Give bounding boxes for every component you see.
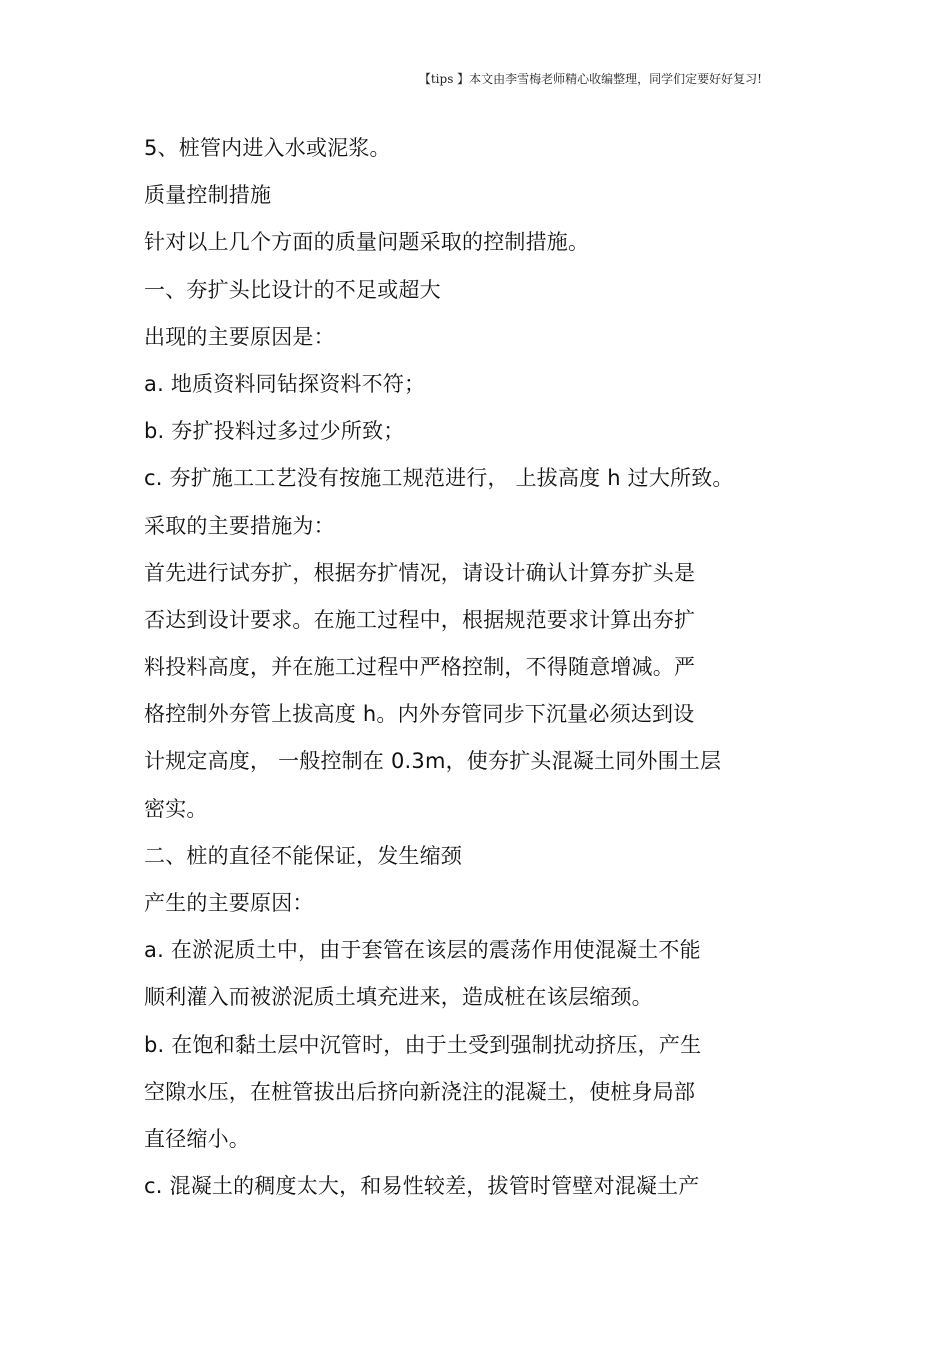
list-item: a. 地质资料同钻探资料不符； (144, 371, 426, 396)
list-item: c. 混凝土的稠度太大，和易性较差，拔管时管壁对混凝土产 (144, 1174, 700, 1199)
section-heading: 一、夯扩头比设计的不足或超大 (144, 277, 441, 302)
header-tips-note: 【tips 】本文由李雪梅老师精心收编整理，同学们定要好好复习! (418, 72, 762, 86)
text-line: 针对以上几个方面的质量问题采取的控制措施。 (144, 230, 590, 255)
section-heading: 二、桩的直径不能保证，发生缩颈 (144, 843, 462, 868)
text-line: 采取的主要措施为： (144, 513, 335, 538)
list-item: c. 夯扩施工工艺没有按施工规范进行， 上拔高度 h 过大所致。 (144, 466, 734, 491)
paragraph-line: 顺利灌入而被淤泥质土填充进来，造成桩在该层缩颈。 (144, 985, 653, 1010)
paragraph-line: 计规定高度， 一般控制在 0.3m，使夯扩头混凝土同外围土层 (144, 749, 722, 774)
paragraph-line: 格控制外夯管上拔高度 h。内外夯管同步下沉量必须达到设 (144, 702, 695, 727)
paragraph-line: 直径缩小。 (144, 1126, 250, 1151)
text-line: 5、桩管内进入水或泥浆。 (144, 136, 391, 160)
paragraph-line: 否达到设计要求。在施工过程中，根据规范要求计算出夯扩 (144, 607, 696, 632)
paragraph-line: 料投料高度，并在施工过程中严格控制，不得随意增减。严 (144, 655, 696, 680)
text-line: 产生的主要原因： (144, 891, 314, 915)
list-item: a. 在淤泥质土中，由于套管在该层的震荡作用使混凝土不能 (144, 938, 701, 963)
section-heading: 质量控制措施 (144, 183, 272, 208)
list-item: b. 在饱和黏土层中沉管时，由于土受到强制扰动挤压，产生 (144, 1032, 702, 1057)
paragraph-line: 空隙水压，在桩管拔出后挤向新浇注的混凝土，使桩身局部 (144, 1079, 696, 1104)
list-item: b. 夯扩投料过多过少所致； (144, 419, 405, 444)
document-body (144, 125, 824, 1210)
paragraph-line: 首先进行试夯扩，根据夯扩情况，请设计确认计算夯扩头是 (144, 560, 696, 585)
paragraph-line: 密实。 (144, 796, 208, 821)
text-line: 出现的主要原因是： (144, 324, 335, 349)
